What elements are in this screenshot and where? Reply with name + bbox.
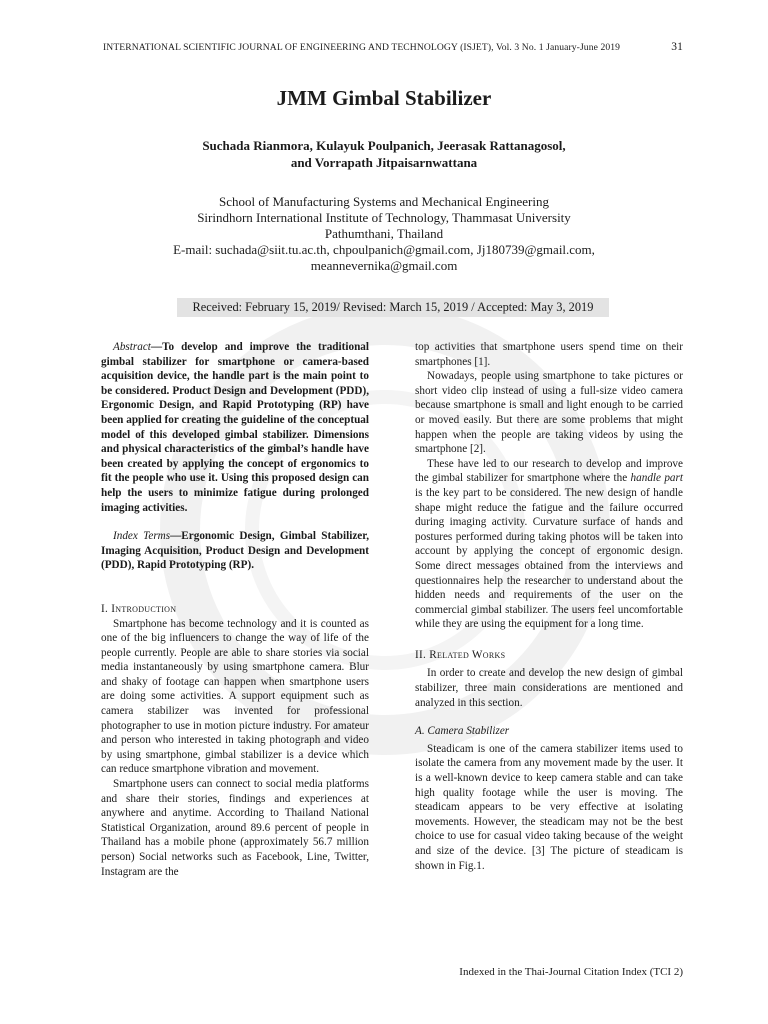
abstract-label: Abstract bbox=[113, 341, 151, 353]
affiliation-line: Pathumthani, Thailand bbox=[324, 226, 444, 241]
email-line: E-mail: suchada@siit.tu.ac.th, chpoulpanich@gmail.com, Jj180739@gmail.com, bbox=[173, 242, 595, 257]
right-column bbox=[415, 340, 683, 873]
left-column bbox=[101, 340, 369, 879]
affiliation-line: Sirindhorn International Institute of Technology, Thammasat University bbox=[197, 210, 571, 225]
section-heading-introduction: I. Introduction bbox=[101, 602, 177, 615]
index-terms bbox=[101, 529, 369, 573]
body-paragraph: Steadicam is one of the camera stabilizer items used to isolate the camera from any movement made by the user. It is a well-known device to keep camera stable and can take high quality footage while the user is moving. The steadicam appears to be very effective at isolating movements. However, the steadicam may not be the best choice to use for casual video taking because of the weight and size of the device. [3] The picture of steadicam is shown in Fig.1. bbox=[415, 742, 683, 872]
body-paragraph: Smartphone users can connect to social media platforms and share their stories, findings and experiences at anywhere and anytime. According to Thailand National Statistical Organization, around 89.6 percent of people in Thailand has a mobile phone (approximately 56.7 million person) Social networks such as Facebook, Line, Twitter, Instagram are the bbox=[101, 778, 369, 878]
index-terms-label: Index Terms bbox=[113, 530, 171, 543]
section-heading-related-works: II. Related Works bbox=[415, 648, 506, 661]
affiliation-line: School of Manufacturing Systems and Mechanical Engineering bbox=[219, 194, 549, 209]
text-span: is the key part to be considered. The new design of handle shape might reduce the fatigue and the failure occurred during imaging activity. Curvature surface of hands and postures performed during taking photos will be taken into account by applying the concept of ergonomic design. Some direct messages obtained from the interviews and questionnaires help the researcher to understand about the hidden needs and requirements of the user on the commercial gimbal stabilizer. The users feel uncomfortable while they are using the equipment for a long time. bbox=[415, 486, 683, 631]
email-line: meannevernika@gmail.com bbox=[310, 258, 458, 273]
author-line: and Vorrapath Jitpaisarnwattana bbox=[290, 155, 478, 170]
body-paragraph: top activities that smartphone users spend time on their smartphones [1]. bbox=[415, 341, 683, 368]
journal-name: INTERNATIONAL SCIENTIFIC JOURNAL OF ENGINEERING AND TECHNOLOGY (ISJET), Vol. 3 No. 1 January-June 2019 bbox=[103, 42, 621, 53]
index-terms-text: —Ergonomic Design, Gimbal Stabilizer, Imaging Acquisition, Product Design and Development (PDD), Rapid Prototyping (RP). bbox=[101, 530, 369, 572]
page-number: 31 bbox=[671, 41, 683, 53]
body-paragraph: In order to create and develop the new design of gimbal stabilizer, three main considerations are mentioned and analyzed in this section. bbox=[415, 667, 683, 709]
body-paragraph bbox=[415, 457, 683, 632]
subsection-heading-camera-stabilizer: A. Camera Stabilizer bbox=[415, 725, 510, 738]
received-dates-banner: Received: February 15, 2019/ Revised: March 15, 2019 / Accepted: May 3, 2019 bbox=[177, 298, 609, 317]
abstract bbox=[101, 340, 369, 515]
paper-title: JMM Gimbal Stabilizer bbox=[276, 86, 492, 110]
affiliation-block bbox=[100, 194, 668, 274]
running-header bbox=[103, 42, 683, 53]
footer-index-note: Indexed in the Thai-Journal Citation Index (TCI 2) bbox=[459, 966, 683, 978]
body-paragraph: Smartphone has become technology and it is counted as one of the big influencers to change the way of life of the people currently. People are able to share stories via social media instantaneously by using smartphone camera. Blur and shaky of footage can happen when smartphone users are doing some activities. A support equipment such as camera stabilizer was invented for professional photographer to use in motion picture industry. For amateur and person who interested in taking photograph and video by using smartphone, gimbal stabilizer is a device which can reduce smartphone vibration and movement. bbox=[101, 617, 369, 776]
author-line: Suchada Rianmora, Kulayuk Poulpanich, Jeerasak Rattanagosol, bbox=[202, 138, 566, 153]
emphasis-span: handle part bbox=[630, 472, 683, 485]
author-list bbox=[100, 137, 668, 171]
abstract-text: —To develop and improve the traditional gimbal stabilizer for smartphone or camera-based acquisition device, the handle part is the main point to be considered. Product Design and Development (PDD), Ergonomic Design, and Rapid Prototyping (RP) have been applied for creating the guideline of the conceptual model of this developed gimbal stabilizer. Dimensions and physical characteristics of the gimbal’s handle have been created by applying the concept of ergonomics to fit the people who use it. Using this proposed design can help the users to minimize fatigue during prolonged imaging activities. bbox=[101, 341, 369, 514]
text-span: These have led to our research to develop and improve the gimbal stabilizer for smartphone where the bbox=[415, 457, 683, 485]
body-paragraph: Nowadays, people using smartphone to take pictures or short video clip instead of using a full-size video camera because smartphone is small and light enough to be carried or moved easily. But there are some problems that might happen when the people are taking videos by using the smartphone [2]. bbox=[415, 370, 683, 456]
